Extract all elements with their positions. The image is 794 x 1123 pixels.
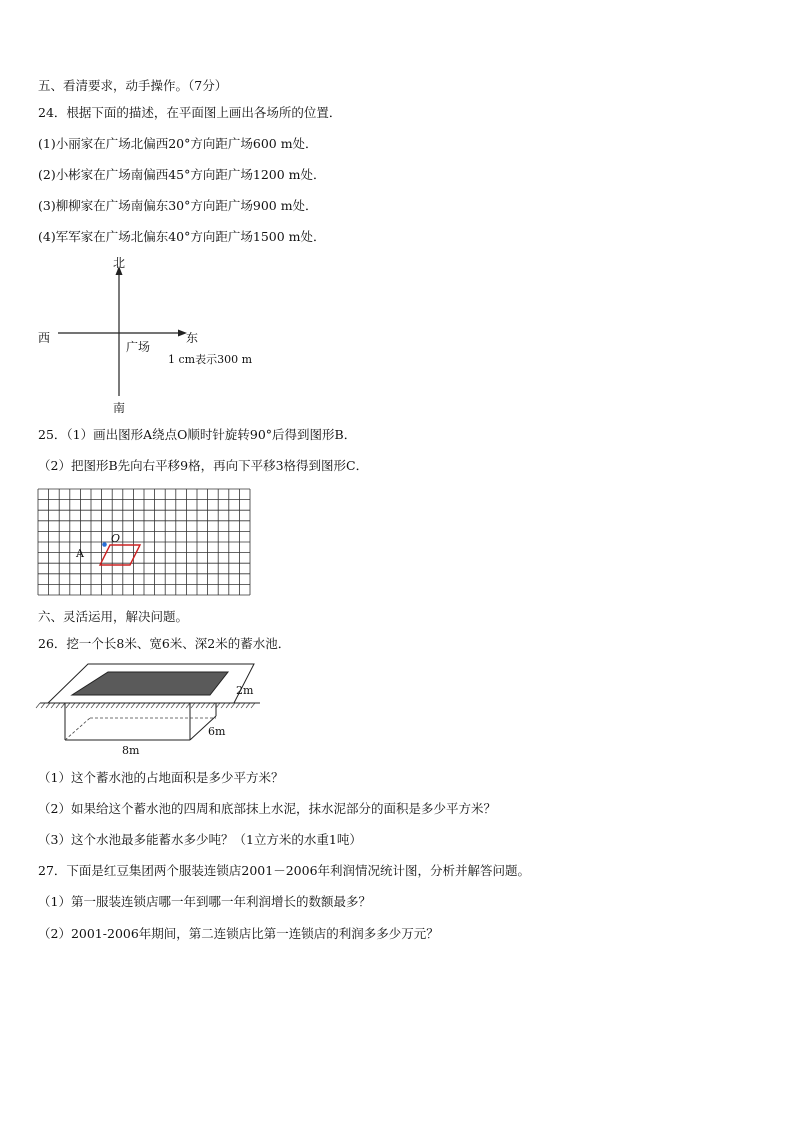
label-north: 北 xyxy=(113,256,126,270)
hatch-mark xyxy=(151,703,155,708)
q24-item-2: (2)小彬家在广场南偏西45°方向距广场1200 m处． xyxy=(38,167,326,182)
label-length: 8m xyxy=(122,744,140,757)
label-width: 6m xyxy=(208,725,226,738)
hatch-mark xyxy=(46,703,50,708)
q27-stem: 27．下面是红豆集团两个服装连锁店2001－2006年利润情况统计图，分析并解答问题。 xyxy=(38,863,531,878)
hatch-mark xyxy=(96,703,100,708)
q26-question-2: （2）如果给这个蓄水池的四周和底部抹上水泥，抹水泥部分的面积是多少平方米？ xyxy=(38,801,496,816)
hatch-mark xyxy=(126,703,130,708)
label-o: O xyxy=(111,532,121,545)
hatch-mark xyxy=(51,703,55,708)
hatch-mark xyxy=(121,703,125,708)
hatch-mark xyxy=(101,703,105,708)
label-a: A xyxy=(76,547,84,560)
figure-a-shape xyxy=(100,545,140,565)
hatch-mark xyxy=(166,703,170,708)
q25-part-2: （2）把图形B先向右平移9格，再向下平移3格得到图形C． xyxy=(38,458,369,473)
hatch-mark xyxy=(91,703,95,708)
hatch-mark xyxy=(61,703,65,708)
hatch-mark xyxy=(201,703,205,708)
hatch-mark xyxy=(186,703,190,708)
hatch-mark xyxy=(171,703,175,708)
hatch-mark xyxy=(81,703,85,708)
hatch-mark xyxy=(181,703,185,708)
q24-item-4: (4)军军家在广场北偏东40°方向距广场1500 m处． xyxy=(38,229,326,244)
hatch-mark xyxy=(131,703,135,708)
hatch-mark xyxy=(221,703,225,708)
hatch-mark xyxy=(246,703,250,708)
q24-item-3: (3)柳柳家在广场南偏东30°方向距广场900 m处． xyxy=(38,198,318,213)
section-5-title: 五、看清要求，动手操作。（7分） xyxy=(38,78,228,93)
hatch-mark xyxy=(251,703,255,708)
hatch-mark xyxy=(216,703,220,708)
hatch-mark xyxy=(71,703,75,708)
q25-part-1: 25．（1）画出图形A绕点O顺时针旋转90°后得到图形B． xyxy=(38,427,357,442)
q26-question-1: （1）这个蓄水池的占地面积是多少平方米？ xyxy=(38,770,284,785)
transform-grid xyxy=(38,489,254,599)
hatch-mark xyxy=(231,703,235,708)
hatch-mark xyxy=(196,703,200,708)
hatch-mark xyxy=(211,703,215,708)
hatch-mark xyxy=(206,703,210,708)
section-6-title: 六、灵活运用，解决问题。 xyxy=(38,609,189,624)
label-south: 南 xyxy=(113,401,126,415)
pool-hidden-back xyxy=(65,718,90,740)
q27-question-2: （2）2001-2006年期间，第二连锁店比第一连锁店的利润多多少万元？ xyxy=(38,926,439,941)
q26-stem: 26．挖一个长8米、宽6米、深2米的蓄水池． xyxy=(38,636,291,651)
hatch-mark xyxy=(86,703,90,708)
label-east: 东 xyxy=(186,331,199,345)
hatch-mark xyxy=(116,703,120,708)
scale-label: 1 cm表示300 m xyxy=(168,353,253,366)
q24-stem: 24．根据下面的描述，在平面图上画出各场所的位置． xyxy=(38,105,342,120)
hatch-mark xyxy=(176,703,180,708)
hatch-mark xyxy=(56,703,60,708)
hatch-mark xyxy=(236,703,240,708)
label-west: 西 xyxy=(38,331,51,345)
hatch-mark xyxy=(111,703,115,708)
hatch-mark xyxy=(141,703,145,708)
compass-diagram xyxy=(0,250,794,420)
hatch-mark xyxy=(76,703,80,708)
hatch-mark xyxy=(191,703,195,708)
hatch-mark xyxy=(36,703,40,708)
label-depth: 2m xyxy=(236,684,254,697)
hatch-mark xyxy=(41,703,45,708)
label-plaza: 广场 xyxy=(126,340,151,354)
hatch-mark xyxy=(106,703,110,708)
point-o-dot xyxy=(102,542,107,547)
hatch-mark xyxy=(161,703,165,708)
grid-lines xyxy=(38,489,250,595)
q24-item-1: (1)小丽家在广场北偏西20°方向距广场600 m处． xyxy=(38,136,318,151)
hatch-mark xyxy=(66,703,70,708)
q26-question-3: （3）这个水池最多能蓄水多少吨？（1立方米的水重1吨） xyxy=(38,832,362,847)
hatch-mark xyxy=(241,703,245,708)
hatch-mark xyxy=(136,703,140,708)
ground-hatching xyxy=(36,703,255,708)
q27-question-1: （1）第一服装连锁店哪一年到哪一年利润增长的数额最多？ xyxy=(38,894,371,909)
pool-diagram xyxy=(38,660,268,760)
hatch-mark xyxy=(156,703,160,708)
hatch-mark xyxy=(226,703,230,708)
hatch-mark xyxy=(146,703,150,708)
